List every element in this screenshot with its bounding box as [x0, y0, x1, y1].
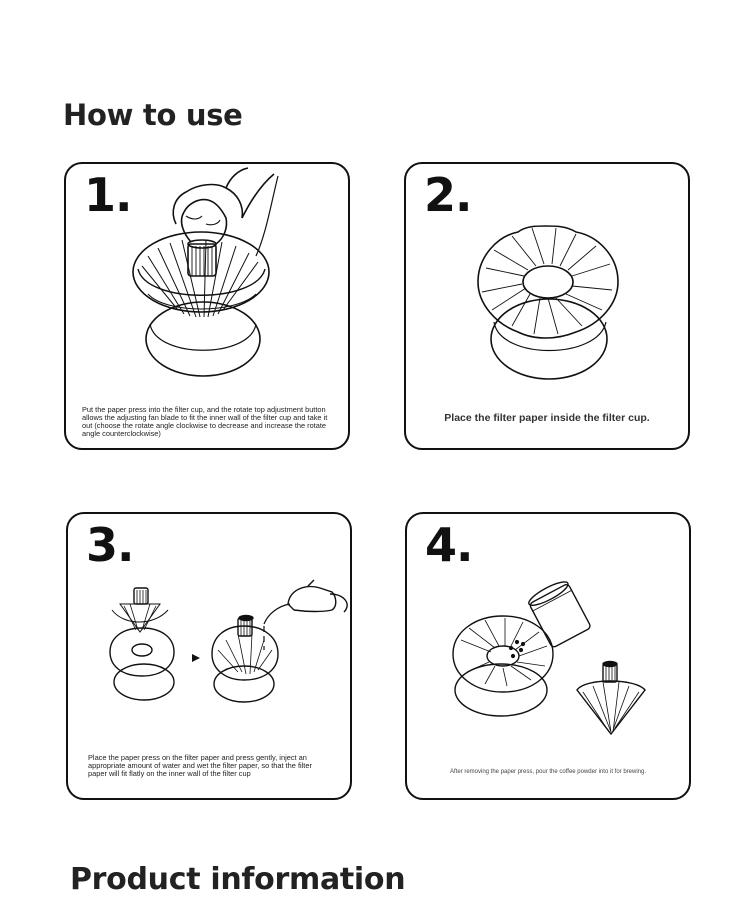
step-card-3 [66, 512, 352, 800]
section-title-how-to-use: How to use [63, 98, 243, 132]
step-number: 4. [425, 518, 473, 572]
add-coffee-powder-illustration [407, 514, 689, 798]
step-caption: Place the paper press on the filter paper and press gently, inject an appropriate amount of water and wet the filter paper, so that the filter paper will fit flatly on the inner wall of the filter cup [88, 753, 312, 778]
step-caption: After removing the paper press, pour the coffee powder into it for brewing. [450, 769, 646, 775]
filter-paper-in-cup-illustration [406, 164, 688, 448]
step-number: 2. [424, 168, 472, 222]
step-caption: Place the filter paper inside the filter cup. [444, 412, 650, 424]
step-card-2 [404, 162, 690, 450]
step-number: 3. [86, 518, 134, 572]
step-card-1 [64, 162, 350, 450]
step-card-4 [405, 512, 691, 800]
section-title-product-information: Product information [70, 862, 406, 897]
step-number: 1. [84, 168, 132, 222]
step-caption: Put the paper press into the filter cup, and the rotate top adjustment button allows the adjusting fan blade to fit the inner wall of the filter cup and take it out (choose the rotate angle clockwise to decrease and increase the rotate angle counterclockwise) [82, 405, 328, 438]
